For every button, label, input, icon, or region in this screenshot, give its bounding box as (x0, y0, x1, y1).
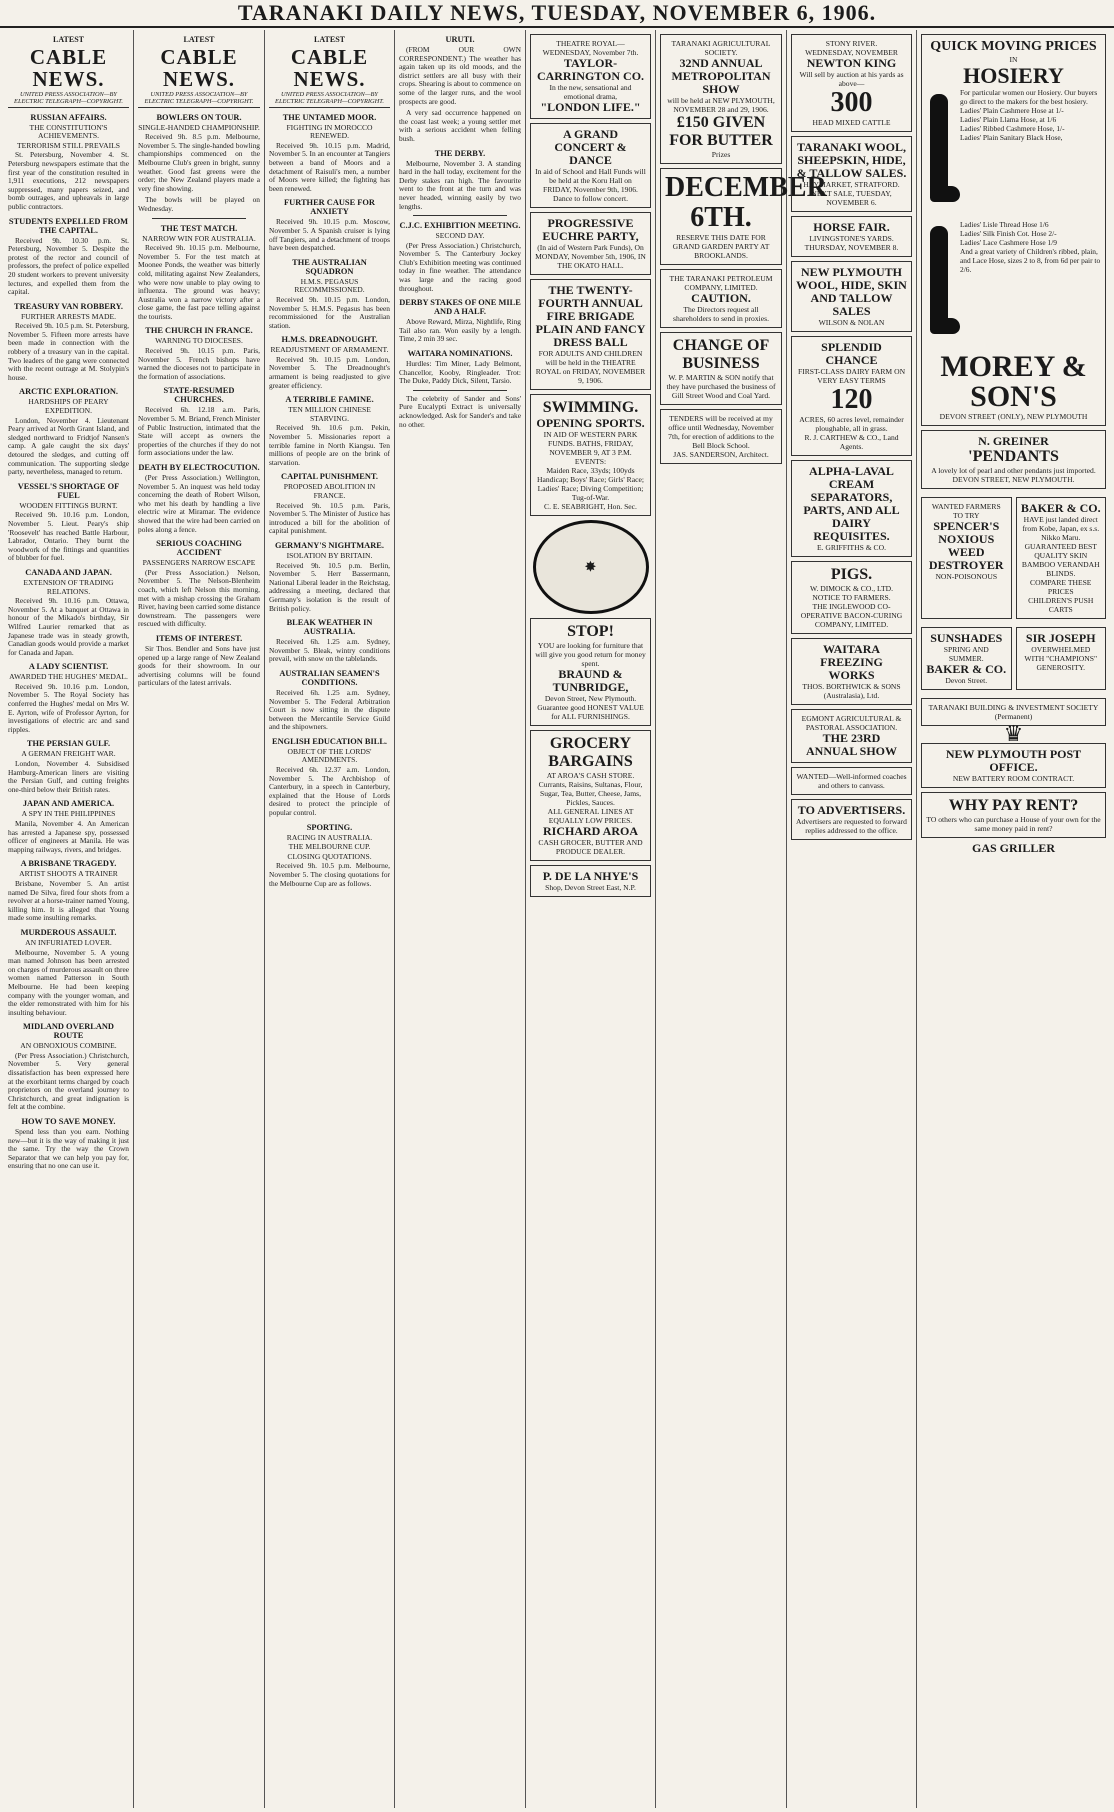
ad-line: NON-POISONOUS (935, 572, 998, 581)
ad-sunshades (921, 627, 1012, 690)
column-title: CABLE NEWS. (29, 44, 108, 91)
ad-line: TENDERS will be received at my office until Wednesday, November 7th, for erection of additions to the Bell Block School. (668, 414, 774, 450)
ad-heading: DECEMBER 6TH. (665, 172, 827, 233)
ad-line: EVENTS: (574, 457, 607, 466)
headline: GERMANY'S NIGHTMARE. (275, 540, 384, 550)
article-paragraph: Received 9h. 10.30 p.m. St. Petersburg, November 5. Despite the protest of the rector and council of professors, the prefect of police expelled 20 student workers to prevent university lectures, and expelled them from the capital. (8, 235, 129, 297)
subheadline: ISOLATION BY BRITAIN. (286, 550, 373, 560)
ad-line: A lovely lot of pearl and other pendants just imported. (931, 466, 1096, 475)
headline: BLEAK WEATHER IN AUSTRALIA. (286, 618, 373, 637)
ad-line: The Directors request all shareholders to send in proxies. (673, 305, 769, 323)
subheadline: H.M.S. PEGASUS RECOMMISSIONED. (294, 276, 365, 295)
ad-line: HAVE just landed direct from Kobe, Japan, ex s.s. Nikko Maru. (1022, 515, 1100, 542)
ad-fire-brigade (530, 279, 651, 390)
ad-heading: TO ADVERTISERS. (797, 803, 906, 817)
headline: MURDEROUS ASSAULT. (20, 927, 117, 937)
ad-heading: NEW PLYMOUTH POST OFFICE. (945, 746, 1082, 774)
subheadline: WOODEN FITTINGS BURNT. (19, 500, 118, 510)
ad-egmont (791, 709, 912, 763)
ad-heading: BAKER & CO. (926, 662, 1007, 676)
headline: ENGLISH EDUCATION BILL. (271, 736, 388, 746)
subheadline: TERRORISM STILL PREVAILS (17, 140, 120, 150)
ad-heading: SIR JOSEPH (1025, 631, 1096, 645)
ad-heading: N. GREINER (978, 434, 1049, 448)
ad-line: And a great variety of Children's ribbed, plain, and Lace Hose, sizes 2 to 8, from 6d per pair to 2/6. (960, 247, 1101, 274)
article-paragraph: (FROM OUR OWN CORRESPONDENT.) The weather has again taken up its old moods, and the district settlers are all busy with their crops. Shearing is about to commence on some of the larger runs, and the wool prospects are good. (399, 45, 521, 106)
column-kicker: LATEST (53, 35, 84, 44)
ad-line: C. E. SEABRIGHT, Hon. Sec. (544, 502, 637, 511)
list-item: Ladies' Plain Sanitary Black Hose, (960, 133, 1063, 142)
ad-euchre (530, 212, 651, 275)
headline: ITEMS OF INTEREST. (155, 633, 243, 643)
ad-braund (530, 618, 651, 726)
article-paragraph: Spend less than you earn. Nothing new—but it is the way of making it just the same. Try the way the Crown Separator that we can help you pay for, ensuring that no one can use it. (8, 1127, 129, 1171)
ad-line: DEVON STREET, NEW PLYMOUTH. (952, 475, 1075, 484)
ad-heading: TARANAKI WOOL, SHEEPSKIN, HIDE, & TALLOW SALES. (796, 140, 907, 180)
ad-line: WANTED—Well-informed coaches and others to canvass. (796, 772, 907, 790)
ad-heading: CHANGE OF BUSINESS (672, 337, 770, 372)
headline: MIDLAND OVERLAND ROUTE (23, 1022, 114, 1041)
ad-heading: 32ND ANNUAL METROPOLITAN SHOW (671, 56, 771, 96)
ad-line: AT AROA'S CASH STORE. (546, 771, 635, 780)
article-paragraph: Received 9h. 10.16 p.m. Ottawa, November 5. At a banquet at Ottawa in honour of the Mikado's birthday, Sir Wilfred Laurier remarked that as Japanese trade was in steady growth, Canadian goods would provide a market for Canada and Japan. (8, 596, 129, 657)
column-8 (917, 30, 1110, 1808)
ad-line: will be held at NEW PLYMOUTH, NOVEMBER 28 and 29, 1906. (667, 96, 775, 114)
subheadline: HARDSHIPS OF PEARY EXPEDITION. (28, 397, 109, 416)
article-paragraph: Received 9h. 10.16 p.m. London, November 5. Lieut. Peary's ship 'Roosevelt' has reached Battle Harbour, Labrador, Ontario. They burnt the woodwork of the fittings and quantities of blubber for fuel. (8, 510, 129, 563)
ad-line: THE TARANAKI PETROLEUM COMPANY, LIMITED. (669, 274, 773, 292)
article-paragraph: Received 9h. 10.15 p.m. London, November 5. H.M.S. Pegasus has been recommissioned for the Australian station. (269, 294, 390, 330)
ad-line: Maiden Race, 33yds; 100yds Handicap; Boys' Race; Girls' Race; Ladies' Race; Diving Competition; Tug-of-War. (537, 466, 644, 502)
article-paragraph: The celebrity of Sander and Sons' Pure Eucalypti Extract is universally acknowledged. Ask for Sander's and take no other. (399, 393, 521, 429)
headline: VESSEL'S SHORTAGE OF FUEL (17, 481, 120, 500)
headline: THE TEST MATCH. (160, 223, 238, 233)
subheadline: FURTHER ARRESTS MADE. (20, 311, 117, 321)
stocking-icon (926, 226, 960, 346)
ad-line: In aid of School and Hall Funds will be held at the Koru Hall on FRIDAY, November 9th, 1906. Dance to follow concert. (535, 167, 646, 203)
headline: SERIOUS COACHING ACCIDENT (156, 539, 242, 558)
ad-line: NOTICE TO FARMERS. (812, 593, 891, 602)
headline: C.J.C. EXHIBITION MEETING. (399, 221, 521, 231)
page-columns (4, 30, 1110, 1808)
ad-line: ALL GENERAL LINES AT EQUALLY LOW PRICES. (547, 807, 634, 825)
ad-line: For particular women our Hosiery. Our buyers go direct to the makers for the best hosiery. (960, 88, 1098, 106)
article-paragraph: Received 9h. 10.15 p.m. Madrid, November 5. In an encounter at Tangiers between a band of Moors and a detachment of Raisuli's men, a number of Moors were killed; the fighting has been renewed. (269, 140, 390, 193)
ad-garden-party (660, 168, 827, 265)
ad-baker (1016, 497, 1107, 619)
ad-sir-joseph (1016, 627, 1107, 690)
ad-spencer (921, 497, 1012, 619)
ad-line: FOR ADULTS AND CHILDREN will be held in the THEATRE ROYAL on FRIDAY, NOVEMBER 9, 1906. (535, 349, 646, 385)
ad-line: YOU are looking for furniture that will give you good return for money spent. (535, 641, 646, 668)
ad-line: TARANAKI BUILDING & INVESTMENT SOCIETY (Permanent) (928, 703, 1099, 721)
article-paragraph: Hurdles: Tim Miner, Lady Belmont, Chancellor, Kooby, Ringleader. Trot: The Duke, Paddy Dick, Silent, Tarsio. (399, 359, 521, 386)
article-paragraph: Melbourne, November 3. A standing hard in the hall today, excitement for the Derby stakes ran high. The favourite went to the front at the turn and was never headed, winning easily by two lengths. (399, 158, 521, 211)
ad-petroleum (660, 269, 782, 328)
ad-hosiery (921, 34, 1106, 426)
subheadline: RACING IN AUSTRALIA. (286, 832, 373, 842)
article-paragraph: A very sad occurrence happened on the coast last week; a young settler met with a serious accident when felling bush. (399, 108, 521, 143)
article-paragraph: Above Reward, Mirza, Nightlife, Ring Tail also ran. Won easily by a length. Time, 2 min 39 sec. (399, 317, 521, 344)
ad-line: CHILDREN'S PUSH CARTS (1028, 596, 1094, 614)
headline: JAPAN AND AMERICA. (22, 799, 115, 809)
headline: A LADY SCIENTIST. (28, 662, 109, 672)
ad-heading: NOXIOUS WEED DESTROYER (928, 532, 1004, 572)
headline: URUTI. (445, 35, 475, 44)
ad-dairy-farm (791, 336, 912, 456)
ad-line: DEVON STREET (ONLY), NEW PLYMOUTH (939, 412, 1088, 421)
headline: AUSTRALIAN SEAMEN'S CONDITIONS. (279, 668, 380, 687)
article-paragraph: Received 9h. 8.5 p.m. Melbourne, November 5. The single-handed bowling championships commenced on the Melbourne Club's green in bright, sunny weather. Good fast greens were the order; the New Zealand players made a very fine showing. (138, 132, 260, 193)
column-2 (134, 30, 265, 1808)
divider (413, 215, 507, 216)
ad-wool-sales (791, 136, 912, 212)
article-paragraph: Received 9h. 10.15 p.m. Moscow, November 5. A Spanish cruiser is lying off Tangiers, and a detachment of troops have been despatched. (269, 217, 390, 253)
nelson-seal-icon: ✸ (533, 520, 649, 614)
ad-line: JAS. SANDERSON, Architect. (673, 450, 769, 459)
ad-line: E. GRIFFITHS & CO. (817, 543, 886, 552)
ad-line: Advertisers are requested to forward replies addressed to the office. (796, 817, 907, 835)
ad-line: THOS. BORTHWICK & SONS (Australasia), Ltd. (802, 682, 901, 700)
article-paragraph: Received 9h. 10.15 p.m. London, November 5. The Dreadnought's armament is being readjusted to give greater efficiency. (269, 354, 390, 390)
ad-tenders (660, 409, 782, 464)
ad-concert (530, 123, 651, 208)
ad-grocery (530, 730, 651, 861)
ad-change-business (660, 332, 782, 405)
ad-line: IN AID OF WESTERN PARK FUNDS. BATHS, FRIDAY, NOVEMBER 9, AT 3 P.M. (543, 430, 638, 457)
subheadline: A GERMAN FREIGHT WAR. (21, 749, 116, 759)
ad-swimming (530, 394, 651, 516)
article-paragraph: Melbourne, November 5. A young man named Johnson has been arrested on charges of murderous assault on three women named Patterson in South Melbourne. He had been keeping company with the younger woman, and the elder remonstrated with him for his insulting behaviour. (8, 947, 129, 1017)
ad-line: RESERVE THIS DATE FOR GRAND GARDEN PARTY AT BROOKLANDS. (672, 233, 770, 260)
subheadline: ARTIST SHOOTS A TRAINER (19, 869, 118, 879)
ad-heading: SPLENDID CHANCE (821, 340, 882, 367)
article-paragraph: Received 9h. 10.15 p.m. Paris, November 5. French bishops have warned the dioceses not to participate in the formation of associations. (138, 346, 260, 381)
ad-heading: BAKER & CO. (1020, 501, 1101, 515)
ad-line: R. J. CARTHEW & CO., Land Agents. (804, 433, 899, 451)
ad-heading: NEW PLYMOUTH WOOL, HIDE, SKIN AND TALLOW SALES (796, 265, 907, 318)
article-paragraph: Received 9h. 10.5 p.m. St. Petersburg, November 5. Fifteen more arrests have been made in connection with the robbery of a treasury van in the capital. Two leaders of the gang were connected with the recent outrage at M. Stolypin's house. (8, 321, 129, 382)
headline: RUSSIAN AFFAIRS. (30, 112, 107, 122)
stocking-icon (926, 94, 960, 214)
subheadline: WARNING TO DIOCESES. (155, 336, 243, 346)
ad-heading: SWIMMING. (542, 399, 639, 416)
ad-line: Will sell by auction at his yards as above— (799, 70, 904, 88)
ad-heading: WHY PAY RENT? (948, 796, 1079, 814)
headline: SPORTING. (306, 822, 353, 832)
ad-heading: GAS GRILLER (971, 840, 1056, 855)
list-item: Ladies' Plain Cashmere Hose at 1/- (960, 106, 1064, 115)
ad-line: Prizes (711, 150, 731, 159)
column-subtitle: UNITED PRESS ASSOCIATION—BY ELECTRIC TELEGRAPH—COPYRIGHT. (8, 91, 129, 108)
ad-line: In the new, sensational and emotional drama, (549, 83, 632, 101)
ad-line: TO others who can purchase a House of your own for the same money paid in rent? (926, 814, 1101, 833)
ad-heading: PIGS. (830, 566, 873, 583)
ad-line: NEW BATTERY ROOM CONTRACT. (952, 773, 1075, 783)
ad-greiner (921, 430, 1106, 489)
subheadline: THE MELBOURNE CUP. (288, 842, 371, 852)
ad-line: HEAD MIXED CATTLE (812, 118, 891, 127)
ad-heading: BRAUND & TUNBRIDGE, (552, 667, 629, 694)
ad-line: WANTED FARMERS TO TRY (931, 502, 1001, 520)
article-paragraph: Received 9h. 10.16 p.m. London, November 5. The Royal Society has conferred the Hughes' medal on Mrs W. E. Ayrton, wife of Professor Ayrton, for investigations of electric arc and sand ripples. (8, 681, 129, 734)
column-title: CABLE NEWS. (160, 44, 238, 91)
list-item: Ladies' Plain Llama Hose, at 1/6 (960, 115, 1057, 124)
subheadline: AWARDED THE HUGHES' MEDAL. (9, 672, 128, 682)
royal-crest-icon: ♛ (1003, 721, 1024, 746)
ad-heading: GROCERY BARGAINS (548, 735, 633, 770)
article-paragraph: Received 9h. 10.5 p.m. Berlin, November 5. Herr Bassermann, National Liberal leader in the Reichstag, addressing a meeting, declared that Germany's isolation is the result of British policy. (269, 560, 390, 613)
masthead: TARANAKI DAILY NEWS, TUESDAY, NOVEMBER 6, 1906. (0, 0, 1114, 28)
ad-line: IN (1009, 55, 1018, 64)
ad-line: THE INGLEWOOD CO-OPERATIVE BACON-CURING COMPANY, LIMITED. (800, 602, 903, 629)
column-1 (4, 30, 134, 1808)
ad-line: SPRING AND SUMMER. (943, 645, 989, 663)
ad-line: CASH GROCER, BUTTER AND PRODUCE DEALER. (538, 838, 643, 856)
ad-heading: CAUTION. (691, 291, 751, 305)
article-paragraph: St. Petersburg, November 4. St. Petersburg newspapers estimate that the first year of the constitution resulted in 1,911 executions, 212 newspapers suppressed, many papers seized, and bomb outrages, and upheavals in large public contractors. (8, 150, 129, 211)
article-paragraph: The bowls will be played on Wednesday. (138, 195, 260, 213)
ad-line: COMPARE THESE PRICES (1030, 578, 1092, 596)
ad-heading: HOSIERY (963, 63, 1064, 88)
ad-heading: P. DE LA NHYE'S (542, 869, 639, 883)
column-3 (265, 30, 395, 1808)
article-paragraph: Received 9h. 10.5 p.m. Melbourne, November 5. The closing quotations for the Melbourne Cup are as follows. (269, 861, 390, 888)
article-paragraph: Manila, November 4. An American has arrested a Japanese spy, possessed officer of engineers at Manila. He was mapping railways, rivers, and bridges. (8, 819, 129, 854)
column-4 (395, 30, 526, 1808)
ad-heading: MOREY & SON'S (940, 350, 1087, 413)
ad-line: W. DIMOCK & CO., LTD. (810, 584, 893, 593)
article-paragraph: Sir Thos. Bendler and Sons have just opened up a large range of New Zealand goods for their showroom. In our advertising columns will be found particulars of the latest arrivals. (138, 643, 260, 688)
article-paragraph: Brisbane, November 5. An artist named De Silva, fired four shots from a revolver at a horse-trainer named Young, killing him. It is alleged that Young made some insulting remarks. (8, 878, 129, 923)
ad-heading: ALPHA-LAVAL CREAM SEPARATORS, PARTS, AND ALL DAIRY REQUISITES. (803, 464, 900, 543)
subheadline: A SPY IN THE PHILIPPINES (21, 809, 116, 819)
headline: A TERRIBLE FAMINE. (285, 395, 374, 405)
ad-heading: THE TWENTY-FOURTH ANNUAL FIRE BRIGADE PLAIN AND FANCY DRESS BALL (535, 283, 646, 349)
ad-line: (In aid of Western Park Funds), On MONDAY, November 5th, 1906, IN THE OKATO HALL. (535, 243, 646, 270)
subheadline: PASSENGERS NARROW ESCAPE (142, 558, 256, 568)
ad-line: STONY RIVER. (825, 39, 878, 48)
article-paragraph: Received 9h. 10.15 p.m. Melbourne, November 5. For the test match at Moonee Ponds, the weather was bitterly cold, militating against New Zealanders, who were now unable to play owing to influenza. The ground was heavy; Australia won a narrow victory after a close game, the fast pace telling against the tourists. (138, 243, 260, 321)
article-paragraph: Received 9h. 10.5 p.m. Paris, November 5. The Minister of Justice has introduced a bill for the abolition of capital punishment. (269, 500, 390, 536)
column-6 (656, 30, 827, 1808)
headline: STUDENTS EXPELLED FROM THE CAPITAL. (8, 216, 129, 235)
subheadline: TEN MILLION CHINESE STARVING. (288, 405, 371, 423)
column-5 (526, 30, 656, 1808)
article-paragraph: (Per Press Association.) Wellington, November 5. An inquest was held today concerning the death of Robert Wilson, who met his death by handling a live electric wire at Miramar. The evidence showed that the wire had been carried on poles along a fence. (138, 473, 260, 534)
headline: THE PERSIAN GULF. (26, 739, 111, 749)
ad-line: FIRST-CLASS DAIRY FARM ON VERY EASY TERMS (797, 367, 906, 385)
subheadline: SECOND DAY. (435, 231, 485, 241)
ad-line: TARANAKI AGRICULTURAL SOCIETY. (671, 39, 771, 57)
ad-heading: PROGRESSIVE EUCHRE PARTY, (542, 216, 639, 243)
headline: A BRISBANE TRAGEDY. (20, 859, 117, 869)
list-item: Ladies' Silk Finish Cot. Hose 2/- (960, 229, 1057, 238)
headline: THE DERBY. (434, 148, 486, 158)
ad-waitara-freezing (791, 638, 912, 705)
ad-line: Currants, Raisins, Sultanas, Flour, Sugar, Tea, Butter, Cheese, Jams, Pickles, Sauces. (538, 780, 643, 807)
headline: ARCTIC EXPLORATION. (19, 387, 118, 397)
ad-heading: 120 (830, 384, 873, 415)
subheadline: FIGHTING IN MOROCCO RENEWED. (286, 122, 373, 141)
subheadline: THE CONSTITUTION'S ACHIEVEMENTS. (29, 122, 108, 141)
list-item: Ladies' Ribbed Cashmere Hose, 1/- (960, 124, 1065, 133)
ad-heading: 'PENDANTS (968, 448, 1059, 465)
headline: DERBY STAKES OF ONE MILE AND A HALF. (399, 298, 521, 317)
ad-line: Devon Street, New Plymouth. (544, 694, 637, 703)
subheadline: AN OBNOXIOUS COMBINE. (20, 1041, 117, 1051)
headline: CAPITAL PUNISHMENT. (281, 472, 378, 482)
ad-heading: TAYLOR-CARRINGTON CO. (536, 56, 645, 83)
ad-post-office (921, 743, 1106, 788)
ad-heading: HORSE FAIR. (813, 220, 890, 234)
subheadline: EXTENSION OF TRADING RELATIONS. (23, 577, 114, 596)
ad-line: NEXT SALE, TUESDAY, NOVEMBER 6. (811, 189, 892, 207)
ad-agricultural (660, 34, 782, 164)
ad-new-plymouth-wool (791, 261, 912, 332)
ad-line: W. P. MARTIN & SON notify that they have purchased the business of Gill Street Wood and Coal Yard. (666, 373, 776, 400)
ad-delanhye (530, 865, 651, 897)
subheadline: CLOSING QUOTATIONS. (287, 851, 372, 861)
headline: CANADA AND JAPAN. (25, 567, 112, 577)
subheadline: READJUSTMENT OF ARMAMENT. (270, 345, 389, 355)
ad-line: EGMONT AGRICULTURAL & PASTORAL ASSOCIATION. (801, 714, 902, 732)
ad-heading: 300 (830, 87, 873, 118)
ad-heading: £150 GIVEN FOR BUTTER (669, 114, 773, 149)
ad-line: Shop, Devon Street East, N.P. (545, 883, 636, 892)
ad-heading: SPENCER'S (933, 519, 1000, 533)
ad-line: LIVINGSTONE'S YARDS. (809, 234, 894, 243)
article-paragraph: Received 9h. 10.6 p.m. Pekin, November 5. Missionaries report a terrible famine in North Kiangsu. Ten millions of people are on the brink of starvation. (269, 423, 390, 467)
column-7 (787, 30, 917, 1808)
headline: THE CHURCH IN FRANCE. (145, 326, 253, 336)
headline: TREASURY VAN ROBBERY. (13, 301, 123, 311)
ad-line: THURSDAY, NOVEMBER 8. (804, 243, 899, 252)
ad-line: WILSON & NOLAN (818, 318, 885, 327)
ad-heading: "LONDON LIFE." (540, 100, 641, 114)
ad-heading: OPENING SPORTS. (536, 416, 645, 430)
article-paragraph: Received 6h. 1.25 a.m. Sydney, November 5. The Federal Arbitration Court is now sitting in the dispute between the Mercantile Service Guild and the shipowners. (269, 687, 390, 732)
headline: THE AUSTRALIAN SQUADRON (292, 257, 367, 276)
ad-wanted (791, 767, 912, 795)
ad-heading: QUICK MOVING PRICES (930, 39, 1097, 54)
headline: H.M.S. DREADNOUGHT. (281, 335, 378, 345)
ad-heading: WAITARA FREEZING WORKS (820, 642, 883, 682)
headline: FURTHER CAUSE FOR ANXIETY (284, 198, 375, 217)
ad-line: OVERWHELMED WITH "CHAMPIONS" GENEROSITY. (1024, 645, 1098, 672)
ad-stony-river (791, 34, 912, 132)
ad-heading: NEWTON KING (806, 56, 897, 70)
list-item: Ladies' Lace Cashmere Hose 1/9 (960, 238, 1057, 247)
ad-heading: A GRAND CONCERT & DANCE (554, 127, 627, 167)
ad-alpha-laval (791, 460, 912, 557)
article-paragraph: London, November 4. Lieutenant Peary arrived at North Grant Island, and sledged northward to Fridtjof Nansen's camp. A gale caught the six days' detoured the sledges, and cutting off communication. The supporting sledge party, nevertheless, managed to return. (8, 415, 129, 477)
ad-horse-fair (791, 216, 912, 257)
column-title: CABLE NEWS. (290, 44, 369, 91)
article-paragraph: Received 6h. 1.25 a.m. Sydney, November 5. Bleak, wintry conditions prevail, with snow on the tablelands. (269, 637, 390, 664)
subheadline: AN INFURIATED LOVER. (25, 937, 112, 947)
ad-heading: RICHARD AROA (542, 824, 638, 838)
article-paragraph: Received 6h. 12.18 a.m. Paris, November 5. M. Briand, French Minister of Public Instruction, intimated that the State will accept as owners the properties of the churches if they do not form associations under the law. (138, 405, 260, 458)
subheadline: SINGLE-HANDED CHAMPIONSHIP. (138, 122, 260, 132)
list-item: Ladies' Lisle Thread Hose 1/6 (960, 220, 1049, 229)
ad-why-pay-rent (921, 792, 1106, 838)
ad-line: THEATRE ROYAL—WEDNESDAY, November 7th. (542, 39, 639, 57)
article-paragraph: Received 6h. 12.37 a.m. London, November 5. The Archbishop of Canterbury, in a speech in Canterbury, explained that the House of Lords desired to protect the principle of popular control. (269, 765, 390, 818)
subheadline: PROPOSED ABOLITION IN FRANCE. (283, 482, 376, 500)
column-subtitle: UNITED PRESS ASSOCIATION—BY ELECTRIC TELEGRAPH—COPYRIGHT. (269, 91, 390, 108)
article-paragraph: (Per Press Association.) Christchurch, November 5. Very general dissatisfaction has been expressed here at the exorbitant terms charged by coach proprietors on the overland journey to Christchurch, and great indignation is felt at the combine. (8, 1050, 129, 1112)
ad-theatre (530, 34, 651, 119)
ad-line: Devon Street. (945, 676, 988, 685)
ad-line: Guarantee good HONEST VALUE for ALL FURNISHINGS. (537, 703, 644, 721)
headline: HOW TO SAVE MONEY. (21, 1117, 116, 1127)
column-subtitle: UNITED PRESS ASSOCIATION—BY ELECTRIC TELEGRAPH—COPYRIGHT. (138, 91, 260, 108)
headline: DEATH BY ELECTROCUTION. (138, 463, 260, 472)
column-kicker: LATEST (314, 35, 345, 44)
ad-heading: THE 23RD ANNUAL SHOW (805, 731, 897, 758)
article-paragraph: London, November 4. Subsidised Hamburg-American liners are visiting the Persian Gulf, and cutting freights one-third below their British rates. (8, 759, 129, 794)
ad-line: ACRES, 60 acres level, remainder ploughable, all in grass. (799, 415, 904, 433)
headline: BOWLERS ON TOUR. (156, 112, 242, 122)
subheadline: OBJECT OF THE LORDS' AMENDMENTS. (287, 746, 372, 765)
column-kicker: LATEST (183, 35, 215, 44)
ad-heading: STOP! (567, 623, 614, 640)
ad-line: WEDNESDAY, NOVEMBER (805, 48, 898, 57)
headline: STATE-RESUMED CHURCHES. (163, 386, 235, 405)
ad-advertisers (791, 799, 912, 840)
ad-line: HAYMARKET, STRATFORD. (803, 180, 900, 189)
subheadline: NARROW WIN FOR AUSTRALIA. (142, 233, 256, 243)
ad-line: GUARANTEED BEST QUALITY SKIN BAMBOO VERANDAH BLINDS. (1021, 542, 1100, 578)
ad-heading: SUNSHADES (930, 631, 1003, 645)
ad-pigs (791, 561, 912, 634)
article-paragraph: (Per Press Association.) Christchurch, November 5. The Canterbury Jockey Club's Exhibition meeting was continued today in fine weather. The attendance was large and the racing good throughout. (399, 240, 521, 293)
divider (413, 390, 507, 391)
headline: WAITARA NOMINATIONS. (407, 349, 513, 359)
divider (152, 218, 246, 219)
headline: THE UNTAMED MOOR. (282, 112, 377, 122)
article-paragraph: (Per Press Association.) Nelson, November 5. The Nelson-Blenheim coach, which left Nelson this morning, met with a mishap crossing the Graham River, having been carried some distance downstream. The passengers were rescued with difficulty. (138, 567, 260, 629)
